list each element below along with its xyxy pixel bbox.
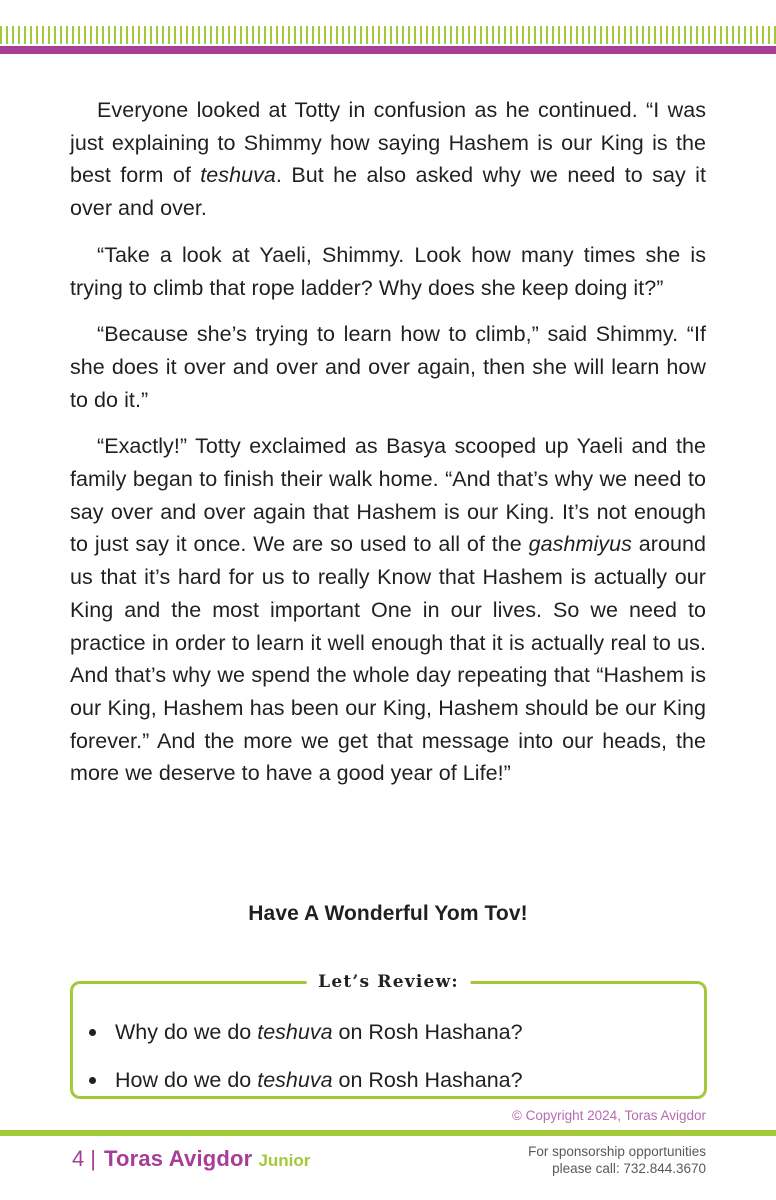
review-question: Why do we do teshuva on Rosh Hashana? xyxy=(89,1008,523,1056)
review-title: Let’s Review: xyxy=(306,970,471,994)
story-paragraph-2: “Take a look at Yaeli, Shimmy. Look how many times she is trying to climb that rope ladder? Why does she keep doing it?” xyxy=(70,242,706,300)
sponsorship-line: For sponsorship opportunities xyxy=(528,1144,706,1159)
top-tick-border xyxy=(0,26,776,44)
sponsorship-info xyxy=(528,1143,706,1177)
top-divider-bar xyxy=(0,46,776,54)
page-number: 4 xyxy=(72,1146,85,1171)
footer-branding xyxy=(72,1146,310,1172)
story-body xyxy=(70,94,706,804)
story-paragraph-1: Everyone looked at Totty in confusion as he continued. “I was just explaining to Shimmy how saying Hashem is our King is the best form of teshuva. But he also asked why we need to say it over and over. xyxy=(70,98,707,221)
sponsorship-phone: please call: 732.844.3670 xyxy=(552,1161,706,1176)
closing-greeting: Have A Wonderful Yom Tov! xyxy=(248,902,528,925)
review-question: How do we do teshuva on Rosh Hashana? xyxy=(89,1056,523,1104)
review-list xyxy=(89,1008,523,1104)
review-box xyxy=(70,972,707,1099)
bullet-icon xyxy=(89,1029,96,1036)
term-teshuva: teshuva xyxy=(200,163,276,188)
term-gashmiyus: gashmiyus xyxy=(528,532,632,557)
story-paragraph-3: “Because she’s trying to learn how to climb,” said Shimmy. “If she does it over and over and over again, then she will learn how to do it.” xyxy=(70,322,706,412)
story-paragraph-4: “Exactly!” Totty exclaimed as Basya scooped up Yaeli and the family began to finish their walk home. “And that’s why we need to say over and over again that Hashem is our King. It’s not enough to just say it once. We are so used to all of the gashmiyus around us that it’s hard for us to really Know that Hashem is actually our King and the most important One in our lives. So we need to practice in order to learn it well enough that it is actually real to us. And that’s why we spend the whole day repeating that “Hashem is our King, Hashem has been our King, Hashem should be our King forever.” And the more we get that message into our heads, the more we deserve to have a good year of Life!” xyxy=(70,434,706,786)
brand-subtitle: Junior xyxy=(258,1151,311,1170)
brand-name: Toras Avigdor xyxy=(103,1146,253,1171)
copyright-notice: © Copyright 2024, Toras Avigdor xyxy=(511,1108,706,1123)
footer-separator: | xyxy=(90,1146,96,1171)
bullet-icon xyxy=(89,1077,96,1084)
bottom-divider-bar xyxy=(0,1130,776,1136)
